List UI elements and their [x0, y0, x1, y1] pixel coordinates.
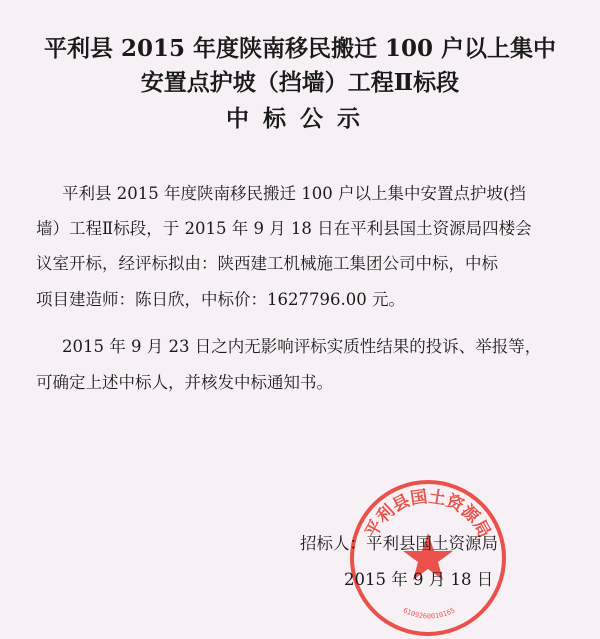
paragraph-1-line-3: 议室开标，经评标拟由：陕西建工机械施工集团公司中标，中标 [36, 254, 498, 273]
tenderer-signature: 招标人：平利县国土资源局 [300, 534, 498, 553]
title-line-1: 平利县 2015 年度陕南移民搬迁 100 户以上集中 [43, 35, 557, 62]
paragraph-1-line-2: 墙）工程Ⅱ标段，于 2015 年 9 月 18 日在平利县国土资源局四楼会 [36, 219, 532, 238]
seal-text: 平利县国土资源局 [361, 486, 495, 542]
official-seal-stamp [347, 477, 509, 639]
signature-date: 2015 年 9 月 18 日 [344, 570, 494, 589]
title-heading: 中标公示 [226, 105, 374, 132]
title-line-2: 安置点护坡（挡墙）工程Ⅱ标段 [140, 69, 460, 96]
paragraph-2-line-2: 可确定上述中标人，并核发中标通知书。 [36, 373, 333, 392]
paragraph-1-line-1: 平利县 2015 年度陕南移民搬迁 100 户以上集中安置点护坡(挡 [62, 184, 526, 203]
paragraph-2-line-1: 2015 年 9 月 23 日之内无影响评标实质性结果的投诉、举报等， [62, 337, 542, 356]
paragraph-1-line-4: 项目建造师：陈日欣，中标价：1627796.00 元。 [36, 290, 405, 309]
seal-code: 6109260010165 [401, 606, 457, 621]
